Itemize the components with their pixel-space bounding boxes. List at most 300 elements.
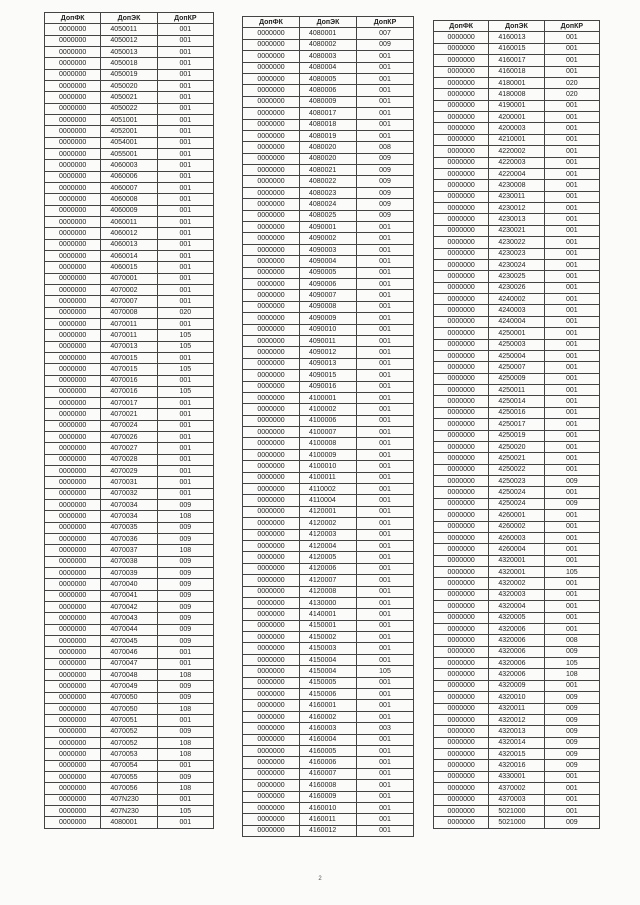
table-row	[45, 488, 214, 499]
table-row	[434, 464, 600, 475]
table-cell: 009	[157, 602, 213, 613]
table-row	[243, 757, 414, 768]
table-cell: 4070032	[101, 488, 157, 499]
table-cell: 4150003	[300, 643, 357, 654]
table-cell: 001	[544, 248, 599, 259]
table-row	[243, 666, 414, 677]
table-cell: 4230025	[489, 271, 544, 282]
table-cell: 4250020	[489, 441, 544, 452]
table-row	[243, 461, 414, 472]
table-cell: 001	[357, 791, 414, 802]
table-cell: 001	[157, 126, 213, 137]
table-row	[243, 597, 414, 608]
table-cell: 0000000	[45, 386, 101, 397]
column-header: ДопКР	[357, 17, 414, 28]
table-cell: 4160015	[489, 43, 544, 54]
table-cell: 001	[544, 134, 599, 145]
table-cell: 4250009	[489, 373, 544, 384]
table-row	[45, 670, 214, 681]
table-cell: 4100010	[300, 461, 357, 472]
table-cell: 001	[544, 783, 599, 794]
table-cell: 0000000	[243, 495, 300, 506]
table-row	[45, 647, 214, 658]
table-cell: 0000000	[45, 228, 101, 239]
table-row	[45, 579, 214, 590]
table-cell: 0000000	[243, 142, 300, 153]
table-cell: 4070037	[101, 545, 157, 556]
table-row	[243, 96, 414, 107]
table-cell: 0000000	[434, 760, 489, 771]
table-cell: 4090003	[300, 244, 357, 255]
table-cell: 009	[157, 522, 213, 533]
table-cell: 4190001	[489, 100, 544, 111]
table-cell: 0000000	[434, 532, 489, 543]
table-row	[243, 495, 414, 506]
table-cell: 4230012	[489, 203, 544, 214]
table-row	[45, 624, 214, 635]
table-row	[45, 262, 214, 273]
table-cell: 0000000	[45, 284, 101, 295]
table-cell: 4220004	[489, 168, 544, 179]
table-cell: 105	[544, 658, 599, 669]
table-cell: 4160018	[489, 66, 544, 77]
table-row	[243, 142, 414, 153]
table-cell: 0000000	[243, 734, 300, 745]
table-cell: 001	[357, 370, 414, 381]
table-cell: 4110004	[300, 495, 357, 506]
table-row	[45, 273, 214, 284]
table-cell: 0000000	[243, 609, 300, 620]
table-row	[45, 534, 214, 545]
table-header-row	[243, 17, 414, 28]
table-cell: 0000000	[434, 259, 489, 270]
table-cell: 4160006	[300, 757, 357, 768]
table-row	[45, 692, 214, 703]
table-cell: 0000000	[45, 182, 101, 193]
table-row	[434, 100, 600, 111]
table-cell: 4160010	[300, 802, 357, 813]
table-cell: 0000000	[45, 296, 101, 307]
table-row	[434, 760, 600, 771]
table-cell: 4250004	[489, 350, 544, 361]
table-cell: 4070015	[101, 364, 157, 375]
table-cell: 4250019	[489, 430, 544, 441]
table-cell: 0000000	[434, 328, 489, 339]
table-cell: 001	[544, 419, 599, 430]
table-cell: 4060014	[101, 250, 157, 261]
table-cell: 4120006	[300, 563, 357, 574]
table-cell: 001	[157, 182, 213, 193]
table-cell: 0000000	[243, 370, 300, 381]
table-row	[434, 430, 600, 441]
table-cell: 001	[157, 477, 213, 488]
table-row	[434, 89, 600, 100]
table-row	[243, 814, 414, 825]
table-cell: 001	[157, 262, 213, 273]
table-cell: 0000000	[434, 646, 489, 657]
table-cell: 4320006	[489, 646, 544, 657]
table-cell: 0000000	[434, 237, 489, 248]
table-cell: 0000000	[434, 191, 489, 202]
table-cell: 001	[157, 398, 213, 409]
table-row	[434, 225, 600, 236]
table-cell: 009	[357, 199, 414, 210]
table-row	[45, 216, 214, 227]
table-cell: 009	[544, 476, 599, 487]
table-cell: 0000000	[243, 290, 300, 301]
table-cell: 001	[157, 409, 213, 420]
table-cell: 001	[544, 259, 599, 270]
table-cell: 001	[357, 529, 414, 540]
table-cell: 0000000	[45, 783, 101, 794]
table-row	[434, 771, 600, 782]
table-row	[243, 165, 414, 176]
table-cell: 4320016	[489, 760, 544, 771]
table-row	[434, 623, 600, 634]
table-cell: 0000000	[243, 552, 300, 563]
table-cell: 001	[544, 112, 599, 123]
table-cell: 4050019	[101, 69, 157, 80]
table-row	[434, 146, 600, 157]
table-cell: 0000000	[45, 330, 101, 341]
table-row	[243, 51, 414, 62]
table-cell: 0000000	[243, 267, 300, 278]
table-row	[45, 171, 214, 182]
table-cell: 0000000	[45, 352, 101, 363]
table-row	[243, 506, 414, 517]
table-cell: 0000000	[434, 703, 489, 714]
table-row	[434, 487, 600, 498]
table-row	[434, 191, 600, 202]
table-cell: 001	[357, 427, 414, 438]
table-row	[45, 24, 214, 35]
table-cell: 020	[544, 89, 599, 100]
table-cell: 001	[157, 160, 213, 171]
table-cell: 4080001	[300, 28, 357, 39]
table-cell: 0000000	[45, 534, 101, 545]
table-cell: 0000000	[45, 511, 101, 522]
table-row	[45, 454, 214, 465]
table-cell: 001	[357, 757, 414, 768]
table-cell: 009	[157, 534, 213, 545]
table-row	[434, 805, 600, 816]
table-cell: 0000000	[243, 802, 300, 813]
table-cell: 4080005	[300, 73, 357, 84]
table-cell: 4320013	[489, 726, 544, 737]
table-cell: 0000000	[243, 119, 300, 130]
table-cell: 0000000	[45, 318, 101, 329]
table-cell: 0000000	[243, 392, 300, 403]
table-cell: 001	[544, 544, 599, 555]
table-row	[243, 85, 414, 96]
table-cell: 009	[357, 165, 414, 176]
table-row	[434, 168, 600, 179]
table-cell: 5021000	[489, 817, 544, 828]
table-row	[243, 563, 414, 574]
table-cell: 108	[157, 783, 213, 794]
table-cell: 001	[357, 643, 414, 654]
table-row	[434, 692, 600, 703]
table-row	[45, 443, 214, 454]
table-cell: 4120007	[300, 575, 357, 586]
table-cell: 4080021	[300, 165, 357, 176]
table-cell: 0000000	[434, 271, 489, 282]
table-row	[243, 438, 414, 449]
table-cell: 0000000	[45, 148, 101, 159]
table-cell: 009	[157, 568, 213, 579]
table-row	[243, 199, 414, 210]
table-cell: 001	[357, 825, 414, 836]
table-row	[434, 498, 600, 509]
table-cell: 001	[157, 35, 213, 46]
table-cell: 001	[157, 239, 213, 250]
table-cell: 4100009	[300, 449, 357, 460]
table-row	[45, 35, 214, 46]
table-cell: 4100011	[300, 472, 357, 483]
table-cell: 0000000	[45, 681, 101, 692]
table-cell: 4090008	[300, 301, 357, 312]
table-cell: 4090002	[300, 233, 357, 244]
table-cell: 0000000	[45, 239, 101, 250]
table-cell: 0000000	[45, 420, 101, 431]
table-cell: 0000000	[45, 24, 101, 35]
table-row	[243, 335, 414, 346]
table-cell: 009	[157, 613, 213, 624]
table-row	[434, 43, 600, 54]
table-cell: 0000000	[434, 419, 489, 430]
table-cell: 001	[157, 250, 213, 261]
table-cell: 0000000	[45, 636, 101, 647]
table-cell: 001	[544, 612, 599, 623]
table-row	[434, 714, 600, 725]
table-cell: 108	[157, 704, 213, 715]
table-cell: 001	[357, 290, 414, 301]
table-cell: 4320006	[489, 623, 544, 634]
table-cell: 001	[544, 453, 599, 464]
table-cell: 007	[357, 28, 414, 39]
table-cell: 4230011	[489, 191, 544, 202]
table-cell: 0000000	[434, 112, 489, 123]
table-cell: 001	[157, 273, 213, 284]
table-cell: 001	[157, 114, 213, 125]
table-row	[434, 555, 600, 566]
table-cell: 4160017	[489, 55, 544, 66]
table-cell: 4090009	[300, 313, 357, 324]
table-cell: 4070052	[101, 726, 157, 737]
table-cell: 001	[357, 484, 414, 495]
table-cell: 009	[544, 726, 599, 737]
table-cell: 105	[157, 330, 213, 341]
table-cell: 0000000	[434, 168, 489, 179]
table-row	[243, 358, 414, 369]
table-cell: 4080009	[300, 96, 357, 107]
table-row	[434, 305, 600, 316]
table-cell: 001	[157, 69, 213, 80]
table-cell: 407N230	[101, 805, 157, 816]
table-cell: 009	[157, 500, 213, 511]
table-row	[243, 210, 414, 221]
table-cell: 4090004	[300, 256, 357, 267]
table-cell: 009	[157, 590, 213, 601]
table-cell: 001	[357, 609, 414, 620]
table-cell: 001	[544, 532, 599, 543]
table-cell: 009	[157, 726, 213, 737]
table-cell: 4090012	[300, 347, 357, 358]
column-header: ДопКР	[157, 13, 213, 24]
table-cell: 4240004	[489, 316, 544, 327]
table-cell: 0000000	[45, 771, 101, 782]
table-cell: 4070038	[101, 556, 157, 567]
table-cell: 0000000	[45, 613, 101, 624]
table-cell: 4150006	[300, 689, 357, 700]
table-cell: 001	[544, 237, 599, 248]
table-row	[243, 518, 414, 529]
table-cell: 4090010	[300, 324, 357, 335]
table-cell: 001	[357, 552, 414, 563]
table-cell: 001	[357, 632, 414, 643]
table-cell: 4150001	[300, 620, 357, 631]
table-cell: 001	[157, 715, 213, 726]
table-row	[243, 484, 414, 495]
table-cell: 001	[157, 817, 213, 828]
table-cell: 105	[157, 386, 213, 397]
table-row	[434, 794, 600, 805]
table-cell: 001	[544, 385, 599, 396]
table-cell: 0000000	[243, 347, 300, 358]
table-row	[45, 69, 214, 80]
table-cell: 0000000	[434, 601, 489, 612]
table-cell: 0000000	[434, 544, 489, 555]
column-header: ДопФК	[243, 17, 300, 28]
table-cell: 001	[157, 647, 213, 658]
table-cell: 4130000	[300, 597, 357, 608]
table-cell: 4160004	[300, 734, 357, 745]
table-cell: 0000000	[45, 805, 101, 816]
table-row	[45, 749, 214, 760]
table-cell: 001	[357, 313, 414, 324]
table-cell: 4080025	[300, 210, 357, 221]
table-cell: 0000000	[243, 187, 300, 198]
table-cell: 0000000	[434, 385, 489, 396]
table-cell: 0000000	[243, 28, 300, 39]
table-cell: 0000000	[45, 341, 101, 352]
table-cell: 001	[357, 222, 414, 233]
table-row	[434, 544, 600, 555]
table-row	[243, 734, 414, 745]
table-cell: 001	[157, 454, 213, 465]
table-cell: 4070027	[101, 443, 157, 454]
table-cell: 4260002	[489, 521, 544, 532]
table-cell: 0000000	[243, 768, 300, 779]
table-row	[45, 420, 214, 431]
table-cell: 0000000	[434, 817, 489, 828]
table-cell: 001	[357, 506, 414, 517]
table-cell: 001	[357, 233, 414, 244]
table-cell: 4052001	[101, 126, 157, 137]
table-cell: 0000000	[243, 814, 300, 825]
table-row	[434, 510, 600, 521]
table-cell: 0000000	[45, 205, 101, 216]
table-row	[45, 590, 214, 601]
table-cell: 001	[544, 305, 599, 316]
table-cell: 001	[544, 407, 599, 418]
table-row	[45, 511, 214, 522]
table-row	[45, 817, 214, 828]
table-row	[243, 677, 414, 688]
table-cell: 001	[544, 32, 599, 43]
table-cell: 001	[544, 168, 599, 179]
table-row	[243, 620, 414, 631]
table-cell: 009	[157, 681, 213, 692]
table-row	[434, 749, 600, 760]
table-row	[45, 386, 214, 397]
table-cell: 0000000	[434, 771, 489, 782]
table-cell: 001	[544, 191, 599, 202]
table-cell: 020	[157, 307, 213, 318]
table-cell: 0000000	[434, 157, 489, 168]
table-row	[434, 532, 600, 543]
table-cell: 4070028	[101, 454, 157, 465]
table-cell: 001	[357, 518, 414, 529]
table-cell: 001	[357, 711, 414, 722]
table-cell: 0000000	[45, 126, 101, 137]
table-cell: 0000000	[45, 443, 101, 454]
table-cell: 001	[544, 464, 599, 475]
table-cell: 4250003	[489, 339, 544, 350]
table-row	[434, 339, 600, 350]
table-cell: 001	[544, 794, 599, 805]
table-row	[434, 419, 600, 430]
table-row	[434, 180, 600, 191]
table-cell: 4080001	[101, 817, 157, 828]
table-cell: 009	[157, 692, 213, 703]
table-cell: 4090013	[300, 358, 357, 369]
table-cell: 0000000	[243, 506, 300, 517]
table-cell: 0000000	[434, 294, 489, 305]
table-cell: 0000000	[434, 794, 489, 805]
table-row	[243, 723, 414, 734]
table-row	[243, 802, 414, 813]
table-row	[45, 636, 214, 647]
column-header: ДопФК	[434, 21, 489, 32]
table-cell: 105	[157, 341, 213, 352]
column-header: ДопЭК	[101, 13, 157, 24]
table-row	[434, 726, 600, 737]
table-row	[243, 609, 414, 620]
table-cell: 4260001	[489, 510, 544, 521]
table-cell: 001	[544, 146, 599, 157]
table-cell: 0000000	[243, 73, 300, 84]
table-row	[243, 267, 414, 278]
table-cell: 4070011	[101, 330, 157, 341]
table-row	[45, 80, 214, 91]
table-cell: 4320011	[489, 703, 544, 714]
table-cell: 0000000	[434, 373, 489, 384]
table-row	[45, 760, 214, 771]
table-row	[434, 271, 600, 282]
table-cell: 4320014	[489, 737, 544, 748]
table-cell: 0000000	[243, 96, 300, 107]
table-cell: 4320006	[489, 658, 544, 669]
table-cell: 0000000	[434, 737, 489, 748]
code-table-left	[44, 12, 214, 829]
column-header: ДопФК	[45, 13, 101, 24]
table-cell: 0000000	[243, 689, 300, 700]
table-cell: 009	[544, 646, 599, 657]
table-cell: 009	[357, 210, 414, 221]
table-cell: 4060003	[101, 160, 157, 171]
table-cell: 0000000	[243, 278, 300, 289]
